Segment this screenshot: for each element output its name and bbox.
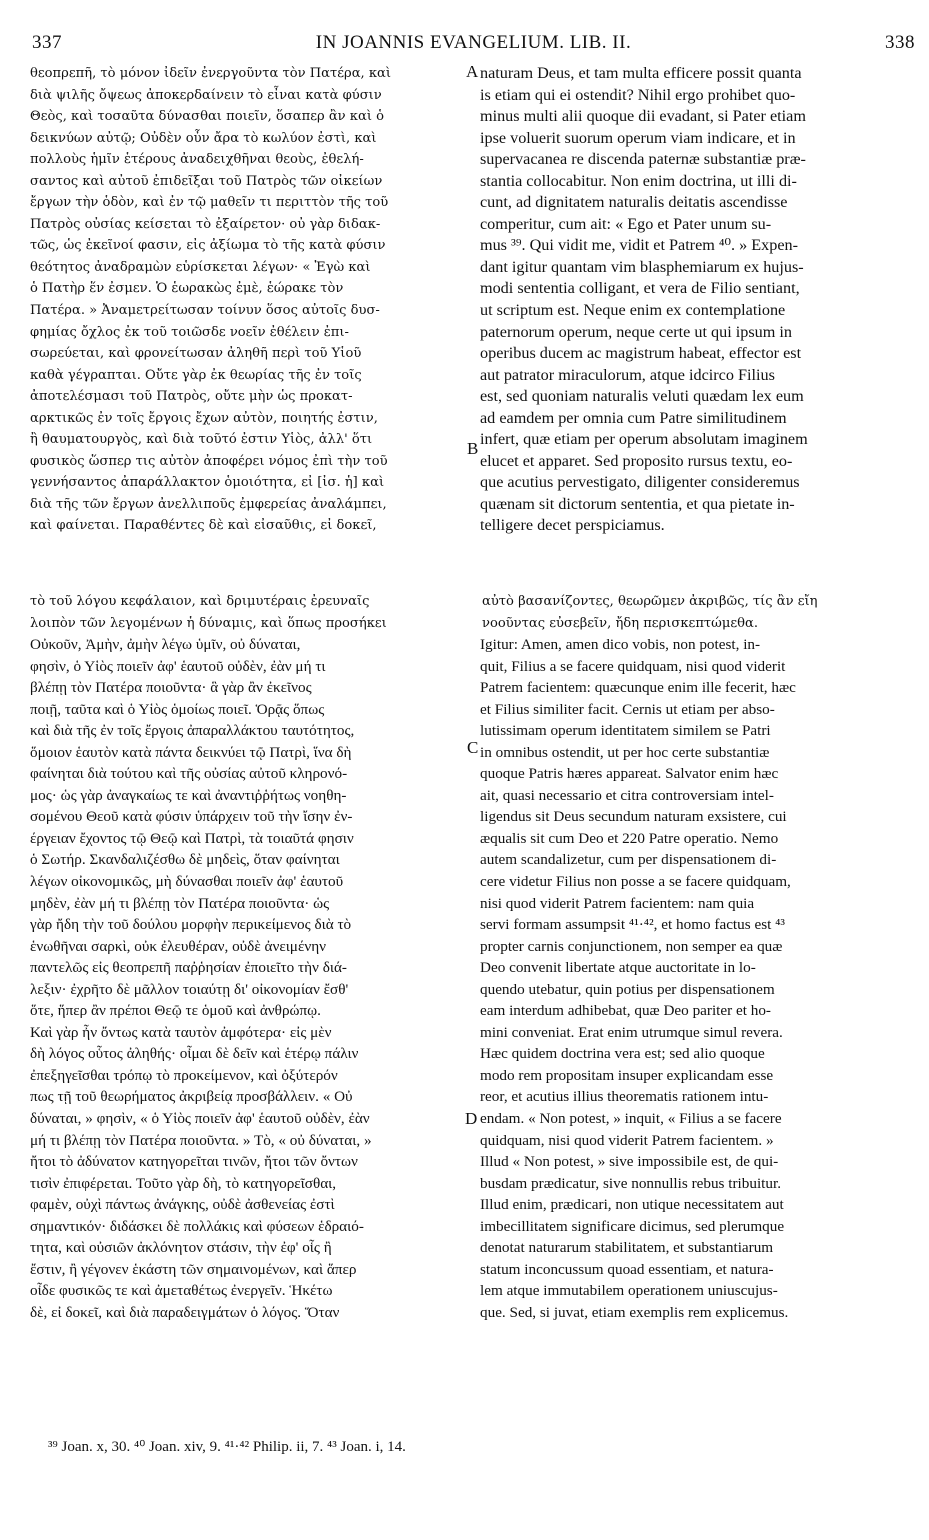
greek-text-line: δὴ λόγος οὗτος ἀληθής· οἶμαι δὲ δεῖν καὶ ἑτέρῳ πάλιν: [30, 1045, 359, 1063]
latin-text-line: reor, et acutius illius theorematis rationem intu-: [480, 1088, 769, 1106]
latin-text-line: lutissimam operum identitatem similem se Patri: [480, 722, 771, 740]
latin-text-line: æqualis sit cum Deo et 220 Patre operatio. Nemo: [480, 829, 779, 847]
greek-text-line: ὁ Πατὴρ ἕν ἐσμεν. Ὁ ἑωρακὼς ἐμὲ, ἑώρακε τὸν: [30, 281, 344, 297]
latin-text-line: mus ³⁹. Qui vidit me, vidit et Patrem ⁴⁰. » Expen-: [480, 236, 799, 255]
greek-text-line: φυσικὸς ὥσπερ τις αὐτὸν ἀποφέρει νόμος ἐπὶ τὴν τοῦ: [30, 453, 388, 469]
latin-text-line: que acutius pervestigato, diligenter consideremus: [480, 473, 800, 492]
section-marker-d: D: [465, 1109, 478, 1128]
cross-line: [30, 613, 910, 635]
latin-text-line: quoque Patris hæres appareat. Salvator enim hæc: [480, 765, 779, 783]
greek-text-line: ἐπεξηγεῖσθαι τρόπῳ τὸ προκείμενον, καὶ ὀξύτερόν: [30, 1066, 338, 1084]
greek-text-line: Θεὸς, καὶ τοσαῦτα δύνασθαι ποιεῖν, ὅσαπερ ἂν καὶ ὁ: [30, 109, 385, 125]
latin-text-line: dant igitur quantam vim blasphemiarum ex hujus-: [480, 257, 804, 276]
greek-text-line: Πατρὸς οὐσίας κείσεται τὸ ἐξαίρετον· οὐ γὰρ διδακ-: [30, 216, 381, 232]
latin-text-line: ligendus sit Deus secundum naturam exsistere, cui: [480, 808, 787, 826]
greek-text-line: ἀποτελέσμασι τοῦ Πατρὸς, οὔτε μὴν ὡς προκατ-: [30, 389, 353, 405]
latin-text-line: lem atque immutabilem operationem uniuscujus-: [480, 1282, 778, 1300]
section-marker-b: B: [467, 439, 479, 458]
latin-text-line: quit, Filius a se facere quidquam, nisi quod viderit: [480, 657, 786, 675]
greek-text-line: οἶδε φυσικῶς τε καὶ ἀμεταθέτως ἐνεργεῖν. Ἡκέτω: [30, 1282, 333, 1300]
cross-column-text: [30, 591, 910, 634]
latin-text-line: elucet et apparet. Sed proposito rursus textu, eo-: [480, 451, 793, 470]
latin-text-line: Illud enim, prædicari, non utique necessitatem aut: [480, 1196, 784, 1214]
greek-text-line: καθὰ γέγραπται. Οὔτε γὰρ ἐκ θεωρίας τῆς ἐν τοῖς: [30, 367, 362, 383]
latin-text-line: comperitur, cum ait: « Ego et Pater unum su-: [480, 214, 772, 233]
latin-text-line: operibus ducem ac magistrum habeat, effector est: [480, 344, 802, 363]
latin-text-line: et Filius similiter facit. Cernis ut etiam per abso-: [480, 700, 775, 718]
footnotes: ³⁹ Joan. x, 30. ⁴⁰ Joan. xiv, 9. ⁴¹·⁴² Philip. ii, 7. ⁴³ Joan. i, 14.: [48, 1439, 406, 1455]
latin-text-line: imbecillitatem significare dicimus, sed plerumque: [480, 1217, 785, 1235]
greek-text-line: θεοπρεπῆ, τὸ μόνον ἰδεῖν ἐνεργοῦντα τὸν Πατέρα, καὶ: [30, 66, 392, 81]
greek-text-line: δύναται, » φησὶν, « ὁ Υἱὸς ποιεῖν ἀφ' ἑαυτοῦ οὐδὲν, ἐὰν: [30, 1110, 370, 1128]
greek-text-line: καὶ διὰ τῆς ἐν τοῖς ἔργοις ἀπαραλλάκτου ταυτότητος,: [30, 722, 355, 740]
latin-text-line: Deo convenit libertate atque auctoritate in lo-: [480, 959, 756, 977]
greek-text-line: σημαντικόν· διδάσκει δὲ πολλάκις καὶ φύσεων ἑδραιό-: [30, 1217, 364, 1235]
greek-column-top: [30, 63, 464, 537]
greek-text-line: ἑνωθῆναι σαρκὶ, οὐκ ἐλευθέραν, οὐδὲ ἀνειμένην: [30, 937, 327, 955]
greek-text-line: ποιῇ, ταῦτα καὶ ὁ Υἱὸς ὁμοίως ποιεῖ. Ὁρᾷς ὅπως: [30, 700, 325, 718]
greek-text-line: τισὶν ἐπιφέρεται. Τοῦτο γὰρ δὴ, τὸ κατηγορεῖσθαι,: [30, 1174, 337, 1192]
latin-text-line: ad eamdem per omnia cum Patre similitudinem: [480, 408, 787, 427]
greek-text-line: λεξιν· ἐχρῆτο δὲ μᾶλλον τοιαύτῃ δι' οἰκονομίαν ἔσθ': [30, 980, 349, 998]
greek-text-line: μος· ὡς γὰρ ἀναγκαίως τε καὶ ἀναντιῤῥήτως νοηθη-: [30, 786, 347, 804]
latin-text-line: denotat naturarum stabilitatem, et substantiarum: [480, 1239, 774, 1257]
greek-text-line: ἤτοι τὸ ἀδύνατον κατηγορεῖται τινῶν, ἤτοι τῶν ὄντων: [30, 1153, 358, 1171]
latin-text-line: in omnibus ostendit, ut per hoc certe substantiæ: [480, 743, 770, 761]
latin-text-line: statum inconcussum quoad essentiam, et natura-: [480, 1260, 774, 1278]
latin-text-line: autem scandalizetur, cum per dispensationem di-: [480, 851, 777, 869]
latin-text-line: quendo utebatur, quin potius per dispensationem: [480, 980, 775, 998]
greek-text-line: λέγων οἰκονομικῶς, μὴ δύνασθαι ποιεῖν ἀφ' ἑαυτοῦ: [30, 873, 344, 891]
cross-line-greek-continued: νοοῦντας εὐσεβεῖν, ἤδη περισκεπτώμεθα.: [482, 615, 759, 631]
cross-line-greek-continued: αὐτὸ βασανίζοντες, θεωρῶμεν ἀκριβῶς, τίς ἂν εἴη: [482, 594, 818, 609]
latin-text-line: quidquam, nisi quod viderit Patrem facientem. »: [480, 1131, 774, 1149]
latin-text-line: quænam sit dictorum sententia, et qua pietate in-: [480, 494, 795, 513]
latin-text-line: nisi quod viderit Patrem facientem: nam quia: [480, 894, 755, 912]
page-number-right: 338: [885, 32, 915, 53]
greek-text-line: ἔργων τὴν ὁδὸν, καὶ ἐν τῷ μαθεῖν τι περιττὸν τῆς τοῦ: [30, 195, 389, 211]
greek-text-line: πως τῇ τοῦ θεωρήματος ἀκριβείᾳ προσβάλλειν. « Οὐ: [30, 1088, 353, 1106]
greek-text-line: σαντος καὶ αὐτοῦ ἐπιδεῖξαι τοῦ Πατρὸς τῶν οἰκείων: [30, 173, 383, 189]
greek-text-line: μή τι βλέπῃ τὸν Πατέρα ποιοῦντα. » Τὸ, « οὐ δύναται, »: [30, 1131, 372, 1149]
greek-text-line: βλέπῃ τὸν Πατέρα ποιοῦντα· ἃ γὰρ ἂν ἐκεῖνος: [30, 679, 312, 697]
greek-column-bottom: [30, 634, 464, 1324]
latin-text-line: ait, quasi necessario et citra controversiam intel-: [480, 786, 774, 804]
latin-text-line: modi sententia colligant, et vera de Filio sentiant,: [480, 279, 800, 298]
greek-text-line: καὶ φαίνεται. Παραθέντες δὲ καὶ εἰσαῦθις, εἰ δοκεῖ,: [30, 518, 377, 534]
greek-text-line: διὰ τῆς τῶν ἔργων ἀνελλιποῦς ἐμφερείας ἀναλάμπει,: [30, 496, 387, 512]
latin-text-line: que. Sed, si juvat, etiam exemplis rem explicemus.: [480, 1303, 789, 1321]
greek-text-line: αρκτικῶς ἐν τοῖς ἔργοις ἔχων αὐτὸν, ποιητής ἐστιν,: [30, 410, 378, 426]
greek-text-line: δεικνύων αὐτῷ; Οὐδὲν οὖν ἄρα τὸ κωλύον ἐστὶ, καὶ: [30, 130, 377, 146]
latin-text-line: telligere decet perspiciamus.: [480, 516, 665, 535]
running-title: IN JOANNIS EVANGELIUM. LIB. II.: [315, 32, 632, 53]
greek-text-line: γὰρ ἤδη τὴν τοῦ δούλου μορφὴν περικείμενος διὰ τὸ: [30, 916, 352, 934]
greek-text-line: Πατέρα. » Ἀναμετρείτωσαν τοίνυν ὅσος αὐτοῖς δυσ-: [30, 303, 380, 319]
latin-text-line: Patrem facientem: quæcunque enim ille fecerit, hæc: [480, 679, 796, 697]
latin-text-line: supervacanea re discenda paternæ substantiæ præ-: [480, 150, 806, 169]
greek-text-line: ἢ θαυματουργὸς, καὶ διὰ τοῦτό ἐστιν Υἱὸς, ἀλλ' ὅτι: [30, 432, 373, 448]
greek-text-line: Οὐκοῦν, Ἀμὴν, ἀμὴν λέγω ὑμῖν, οὐ δύναται,: [30, 636, 301, 653]
greek-text-line: σομένου Θεοῦ κατὰ φύσιν ὑπάρχειν τοῦ τὴν ἴσην ἐν-: [30, 808, 353, 826]
section-marker-c: C: [467, 738, 479, 757]
greek-text-line: παντελῶς εἰς θεοπρεπῆ παῤῥησίαν ἐποιεῖτο τὴν διά-: [30, 959, 347, 977]
latin-text-line: eam interdum adhibebat, quæ Deo pariter et ho-: [480, 1002, 771, 1020]
latin-text-line: is etiam qui ei ostendit? Nihil ergo prohibet quo-: [480, 85, 796, 104]
greek-text-line: τητα, καὶ οὐσιῶν ἀκλόνητον στάσιν, τὴν ἐφ' οἷς ἢ: [30, 1239, 332, 1257]
latin-text-line: endam. « Non potest, » inquit, « Filius a se facere: [480, 1110, 782, 1128]
latin-text-line: naturam Deus, et tam multa efficere possit quanta: [480, 64, 802, 82]
greek-text-line: ἔστιν, ἢ γέγονεν ἑκάστη τῶν σημαινομένων, καὶ ἅπερ: [30, 1260, 357, 1278]
greek-text-line: μηδὲν, ἐὰν μή τι βλέπῃ τὸν Πατέρα ποιοῦντα· ὡς: [30, 894, 330, 912]
latin-text-line: paternorum operum, neque certe ut qui ipsum in: [480, 322, 792, 341]
cross-line-greek: λοιπὸν τῶν λεγομένων ἡ δύναμις, καὶ ὅπως προσήκει: [30, 615, 387, 631]
greek-text-line: ὁ Σωτήρ. Σκανδαλιζέσθω δὲ μηδεὶς, ὅταν φαίνηται: [30, 851, 340, 869]
greek-text-line: έργειαν ἔχοντος τῷ Θεῷ καὶ Πατρὶ, τὰ τοιαῦτά φησιν: [30, 829, 354, 847]
cross-line: [30, 591, 910, 613]
latin-text-line: modo rem propositam insuper explicandam esse: [480, 1066, 774, 1084]
latin-text-line: mini conveniat. Erat enim utrumque simul revera.: [480, 1023, 783, 1041]
latin-text-line: minus multi alii quoque dii evadant, si Pater etiam: [480, 107, 806, 126]
latin-text-line: Hæc quidem doctrina vera est; sed alio quoque: [480, 1045, 765, 1063]
cross-line-greek: τὸ τοῦ λόγου κεφάλαιον, καὶ δριμυτέραις ἐρευναῖς: [30, 594, 370, 609]
greek-text-line: τῶς, ὡς ἐκεῖνοί φασιν, εἰς ἀξίωμα τὸ τῆς κατὰ φύσιν: [30, 238, 386, 254]
greek-text-line: δὲ, εἰ δοκεῖ, καὶ διὰ παραδειγμάτων ὁ λόγος. Ὅταν: [30, 1303, 340, 1321]
greek-text-line: ὅμοιον ἑαυτὸν κατὰ πάντα δεικνύει τῷ Πατρὶ, ἵνα δὴ: [30, 743, 352, 761]
latin-text-line: servi formam assumpsit ⁴¹·⁴², et homo factus est ⁴³: [480, 916, 785, 934]
greek-text-line: φαίνηται διὰ τούτου καὶ τῆς οὐσίας αὐτοῦ κληρονό-: [30, 765, 348, 783]
greek-text-line: διὰ ψιλῆς ὄψεως ἀποκερδαίνειν τὸ εἶναι κατὰ φύσιν: [30, 87, 382, 103]
page-number-left: 337: [32, 32, 62, 53]
greek-text-line: ὅτε, ἥπερ ἂν πρέποι Θεῷ τε ὁμοῦ καὶ ἀνθρώπῳ.: [30, 1002, 321, 1020]
greek-text-line: φαμὲν, οὐχὶ πάντως ἀνάγκης, οὐδὲ ἀσθενείας ἐστὶ: [30, 1196, 335, 1214]
latin-text-line: est, sed quoniam naturalis veluti quædam lex eum: [480, 387, 804, 406]
latin-text-line: Igitur: Amen, amen dico vobis, non potest, in-: [480, 636, 761, 653]
latin-text-line: busdam prædicatur, sive nonnullis rebus tribuitur.: [480, 1174, 781, 1192]
greek-text-line: πολλοὺς ἡμῖν ἑτέρους ἀναδειχθῆναι θεοὺς, ἐθελή-: [30, 152, 364, 168]
latin-text-line: propter carnis conjunctionem, non semper ea quæ: [480, 937, 783, 955]
latin-text-line: infert, quæ etiam per operum absolutam imaginem: [480, 430, 808, 449]
latin-column-top: [480, 63, 891, 537]
greek-text-line: σωρεύεται, καὶ φρονείτωσαν ἀληθῆ περὶ τοῦ Υἱοῦ: [30, 346, 362, 362]
latin-text-line: ipse voluerit suorum operum viam indicare, et in: [480, 128, 796, 147]
greek-text-line: φησὶν, ὁ Υἱὸς ποιεῖν ἀφ' ἑαυτοῦ οὐδὲν, ἐὰν μή τι: [30, 657, 326, 675]
section-marker-a: A: [466, 62, 479, 81]
latin-text-line: Illud « Non potest, » sive impossibile est, de qui-: [480, 1153, 779, 1171]
greek-text-line: γεννήσαντος ἀπαράλλακτον ὁμοιότητα, εἰ [ἰσ. ἡ] καὶ: [30, 475, 385, 491]
latin-text-line: cere videtur Filius non posse a se facere quidquam,: [480, 873, 791, 891]
latin-text-line: stantia collocabitur. Non enim doctrina, ut illi di-: [480, 171, 797, 190]
latin-text-line: cunt, ad dignitatem naturalis deitatis ascendisse: [480, 193, 788, 212]
latin-text-line: ut scriptum est. Neque enim ex contemplatione: [480, 301, 786, 320]
latin-text-line: aut patrator miraculorum, atque idcirco Filius: [480, 365, 775, 384]
greek-text-line: Καὶ γὰρ ἦν ὄντως κατὰ ταυτὸν ἀμφότερα· εἰς μὲν: [30, 1023, 332, 1041]
greek-text-line: θεότητος ἀναδραμὼν εὑρίσκεται λέγων· « Ἐγὼ καὶ: [30, 259, 371, 275]
running-header: [32, 32, 915, 58]
greek-text-line: φημίας ὄχλος ἐκ τοῦ τοιῶσδε νοεῖν ἐθέλειν ἐπι-: [30, 324, 349, 340]
latin-column-bottom: [480, 634, 891, 1324]
